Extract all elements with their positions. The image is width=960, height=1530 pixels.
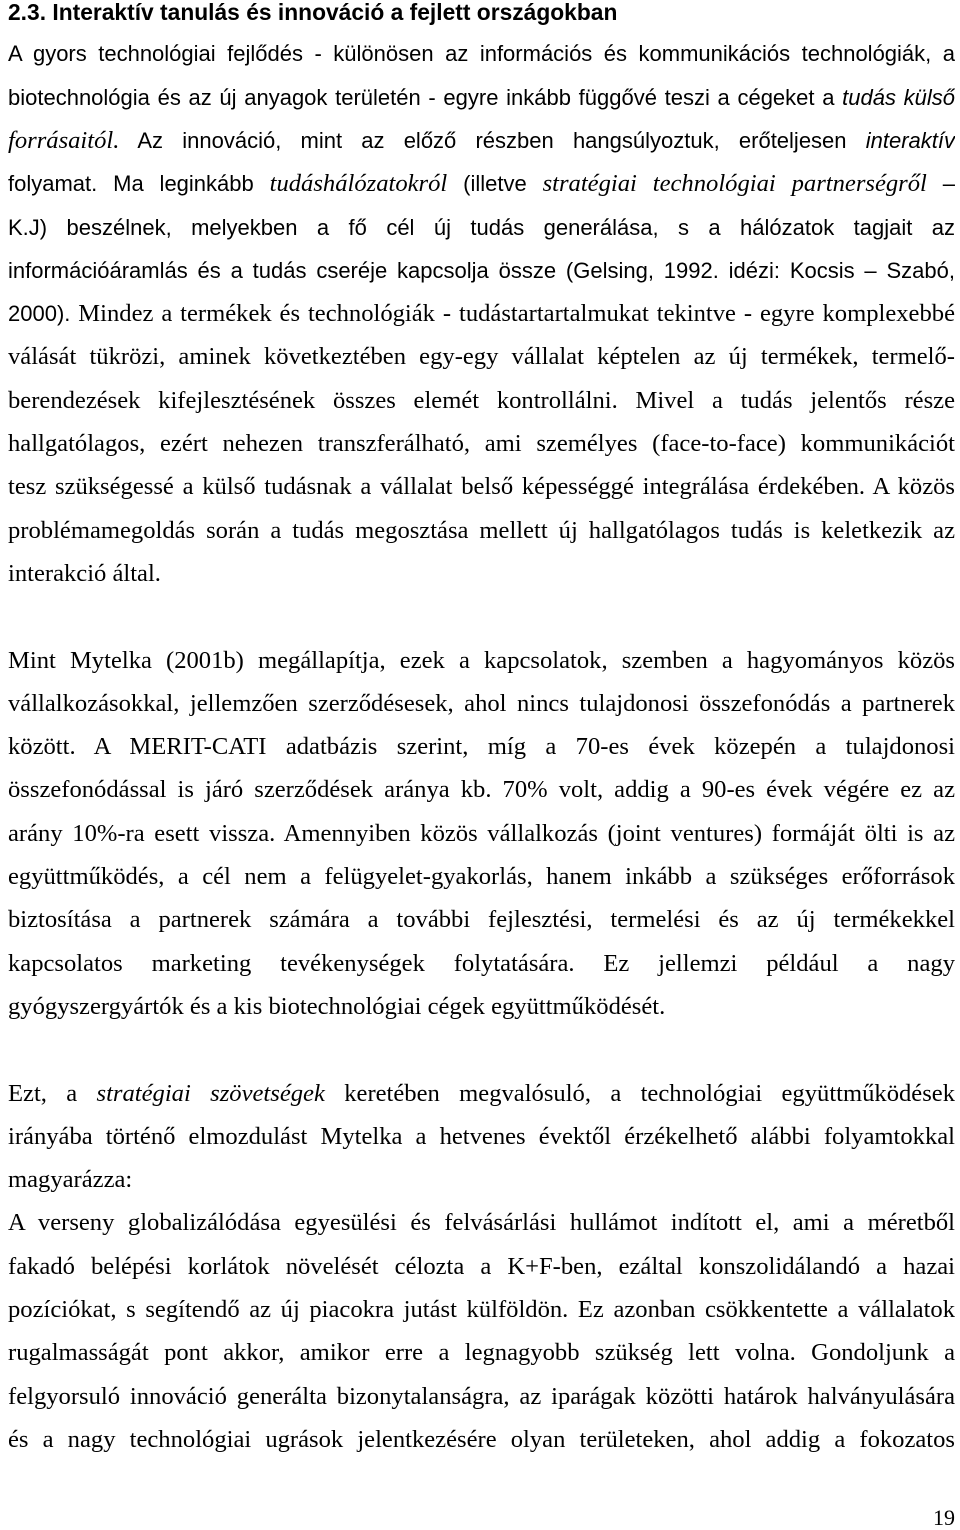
text-line (8, 855, 955, 898)
italic-text: forrásaitól. (8, 126, 120, 154)
text-segment: hallgatólagos, ezért nehezen transzferálható, ami személyes (face-to-face) kommunikációt (8, 430, 955, 458)
text-segment: összefonódással is járó szerződések aránya kb. 70% volt, addig a 90-es évek végére ez az (8, 776, 955, 804)
text-segment: pozíciókat, s segítendő az új piacokra jutást külföldön. Ez azonban csökkentette a vállalatok (8, 1296, 955, 1323)
text-line (8, 509, 955, 552)
text-segment: gyógyszergyártók és a kis biotechnológiai cégek együttműködését. (8, 992, 666, 1020)
text-segment: folyamat. Ma leginkább (8, 171, 270, 197)
text-line (8, 552, 955, 595)
text-line (8, 1158, 955, 1201)
text-segment: arány 10%-ra esett vissza. Amennyiben közös vállalkozás (joint ventures) formáját ölti is az (8, 819, 955, 847)
text-segment: információáramlás és a tudás cseréje kapcsolja össze (Gelsing, 1992. idézi: Kocsis – Szabó, (8, 257, 955, 283)
text-line (8, 292, 955, 335)
text-segment: kapcsolatos marketing tevékenységek folytatására. Ez jellemzi például a nagy (8, 949, 955, 977)
text-segment: 2000). (8, 301, 71, 327)
text-segment: irányába történő elmozdulást Mytelka a hetvenes évektől érzékelhető alábbi folyamtokkal (8, 1122, 955, 1150)
text-line (8, 1201, 955, 1244)
text-segment: és a nagy technológiai ugrások jelentkezésére olyan területeken, ahol addig a fokozatos (8, 1425, 955, 1453)
italic-text: tudás külső (842, 84, 955, 110)
text-segment: biotechnológia és az új anyagok területén - egyre inkább függővé teszi a cégeket a (8, 84, 843, 110)
paragraph (8, 1201, 955, 1461)
text-segment: fakadó belépési korlátok növelését célozta a K+F-ben, ezáltal konszolidálandó a hazai (8, 1252, 955, 1280)
text-line (8, 812, 955, 855)
text-segment: K.J) beszélnek, melyekben a fő cél új tudás generálása, s a hálózatok tagjait az (8, 214, 955, 240)
document-body (8, 0, 955, 1461)
paragraph (8, 32, 955, 595)
text-segment: együttműködés, a cél nem a felügyelet-gyakorlás, hanem inkább a szükséges erőforrások (8, 863, 955, 891)
text-line (8, 76, 955, 119)
text-line (8, 682, 955, 725)
text-line (8, 1072, 955, 1115)
page-number: 19 (933, 1505, 955, 1530)
text-line (8, 335, 955, 378)
text-line (8, 32, 955, 75)
text-segment: interakció által. (8, 559, 161, 587)
text-line (8, 639, 955, 682)
italic-text: tudáshálózatokról (269, 170, 448, 198)
text-line (8, 465, 955, 508)
italic-text: stratégiai technológiai partnerségről (542, 170, 927, 198)
text-line (8, 1288, 955, 1331)
text-line (8, 379, 955, 422)
text-segment: felgyorsuló innováció generálta bizonytalanságra, az iparágak közötti határok halványulására (8, 1382, 955, 1410)
section-heading: 2.3. Interaktív tanulás és innováció a fejlett országokban (8, 0, 618, 25)
text-line (8, 768, 955, 811)
text-segment: – (926, 171, 955, 197)
text-segment: Ezt, a (8, 1079, 97, 1107)
text-segment: A gyors technológiai fejlődés - különösen az információs és kommunikációs technológiák, a (8, 41, 955, 67)
text-segment: Az innováció, mint az előző részben hangsúlyoztuk, erőteljesen (119, 127, 866, 153)
italic-text: stratégiai szövetségek (96, 1079, 325, 1107)
text-line (8, 1245, 955, 1288)
text-segment: (illetve (447, 171, 543, 197)
text-segment: biztosítása a partnerek számára a további fejlesztési, termelési és az új termékekkel (8, 906, 955, 934)
text-segment: rugalmasságát pont akkor, amikor erre a legnagyobb szükség lett volna. Gondoljunk a (8, 1339, 955, 1367)
text-line (8, 422, 955, 465)
text-segment: vállalkozásokkal, jellemzően szerződésesek, ahol nincs tulajdonosi összefonódás a partnerek (8, 689, 955, 717)
text-line (8, 1375, 955, 1418)
text-line (8, 1115, 955, 1158)
text-segment: Mint Mytelka (2001b) megállapítja, ezek a kapcsolatok, szemben a hagyományos közös (8, 646, 955, 674)
text-line (8, 119, 955, 162)
paragraph (8, 639, 955, 1029)
text-segment: problémamegoldás során a tudás megosztása mellett új hallgatólagos tudás is keletkezik az (8, 516, 955, 544)
text-line (8, 725, 955, 768)
text-line (8, 1331, 955, 1374)
text-segment: tesz szükségessé a külső tudásnak a vállalat belső képességgé integrálása érdekében. A közös (8, 473, 955, 501)
text-line (8, 162, 955, 205)
text-segment: A verseny globalizálódása egyesülési és felvásárlási hullámot indított el, ami a méretből (8, 1209, 955, 1237)
text-line (8, 249, 955, 292)
text-line (8, 898, 955, 941)
text-line (8, 942, 955, 985)
text-line (8, 985, 955, 1028)
text-segment: között. A MERIT-CATI adatbázis szerint, míg a 70-es évek közepén a tulajdonosi (8, 733, 955, 761)
text-segment: keretében megvalósuló, a technológiai együttműködések (324, 1079, 955, 1107)
text-segment: berendezések kifejlesztésének összes elemét kontrollálni. Mivel a tudás jelentős része (8, 386, 955, 414)
text-line (8, 206, 955, 249)
text-segment: válását tükrözi, aminek következtében egy-egy vállalat képtelen az új termékek, termelő- (8, 343, 955, 371)
italic-text: interaktív (865, 127, 955, 153)
paragraph (8, 1072, 955, 1202)
text-segment: Mindez a termékek és technológiák - tudástartartalmukat tekintve - egyre komplexebbé (70, 300, 955, 328)
text-segment: magyarázza: (8, 1166, 133, 1194)
text-line (8, 1418, 955, 1461)
